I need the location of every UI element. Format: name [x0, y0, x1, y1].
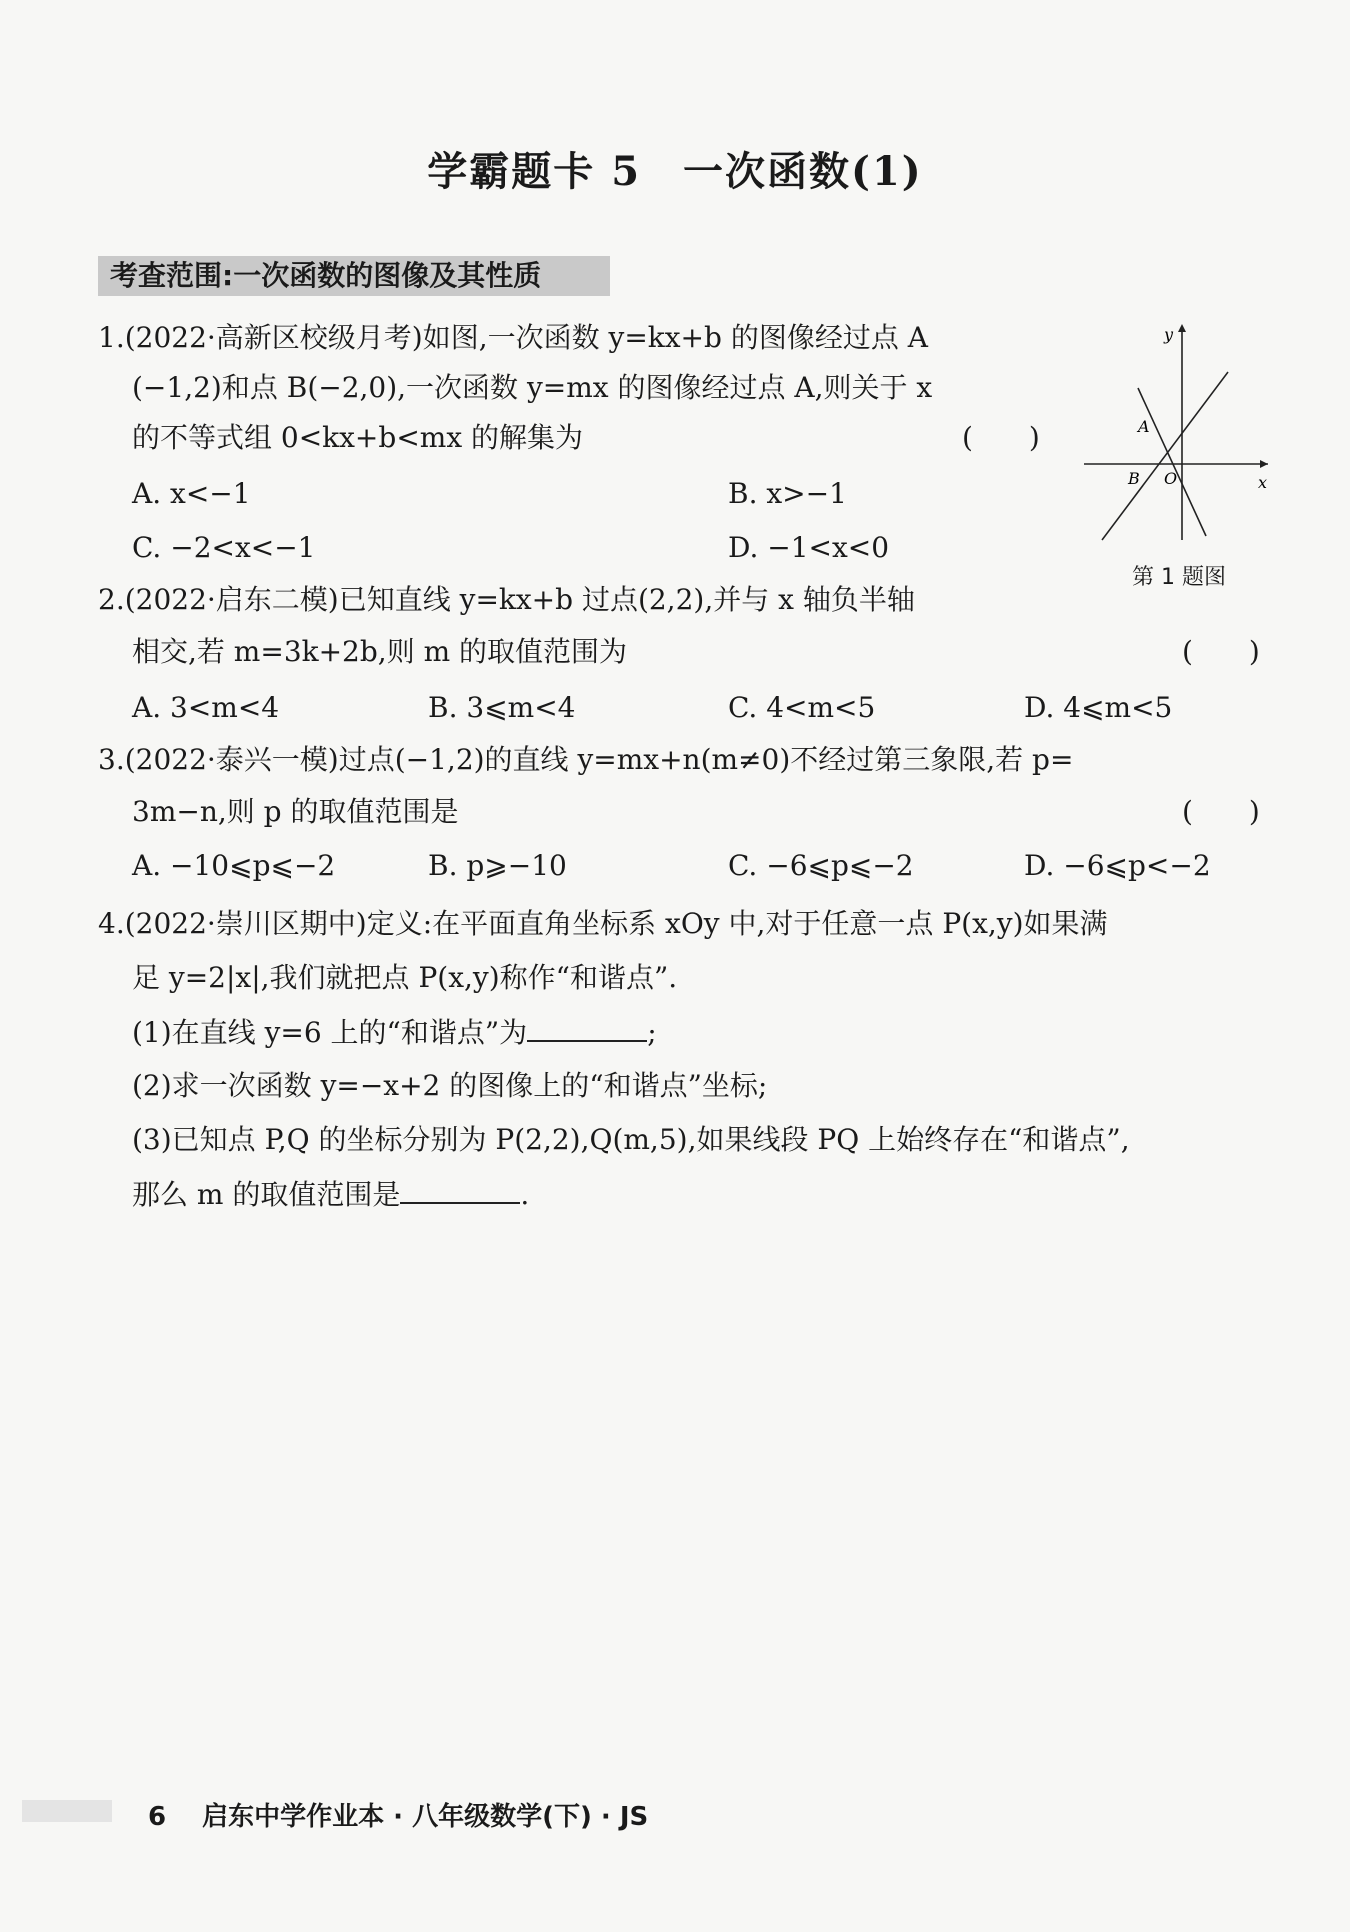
- q1-figure-caption: 第 1 题图: [1132, 565, 1226, 590]
- q1-figure: [1078, 318, 1278, 548]
- q4-line1: 4.(2022·崇川区期中)定义:在平面直角坐标系 xOy 中,对于任意一点 P(x,y)如果满: [98, 907, 1108, 940]
- q2-option-d: D. 4⩽m<5: [1024, 691, 1173, 724]
- q3-option-c: C. −6⩽p⩽−2: [728, 849, 914, 882]
- y-axis-arrow: [1178, 324, 1186, 332]
- q2-option-b: B. 3⩽m<4: [428, 691, 576, 724]
- q4-line2: 足 y=2|x|,我们就把点 P(x,y)称作“和谐点”.: [132, 961, 678, 994]
- q2-option-a: A. 3<m<4: [132, 691, 280, 724]
- q2-line2: 相交,若 m=3k+2b,则 m 的取值范围为: [132, 635, 628, 668]
- line-kx-plus-b: [1102, 372, 1228, 540]
- page-number: 6: [148, 1802, 167, 1832]
- q1-line1: 1.(2022·高新区校级月考)如图,一次函数 y=kx+b 的图像经过点 A: [98, 321, 928, 354]
- q2-answer-paren: ( ): [1182, 635, 1260, 668]
- q4-sub3-blank[interactable]: [400, 1174, 520, 1204]
- footer-decoration: [22, 1800, 112, 1822]
- q3-option-d: D. −6⩽p<−2: [1024, 849, 1211, 882]
- q3-line1: 3.(2022·泰兴一模)过点(−1,2)的直线 y=mx+n(m≠0)不经过第三象限,若 p=: [98, 743, 1074, 776]
- q1-answer-paren: ( ): [962, 421, 1040, 454]
- q4-sub2: (2)求一次函数 y=−x+2 的图像上的“和谐点”坐标;: [132, 1069, 768, 1102]
- q3-answer-paren: ( ): [1182, 795, 1260, 828]
- q1-option-c: C. −2<x<−1: [132, 531, 316, 564]
- x-axis-arrow: [1260, 460, 1268, 468]
- scope-banner: 考查范围:一次函数的图像及其性质: [98, 256, 610, 296]
- label-a: A: [1138, 417, 1150, 436]
- q4-sub3-line2: [132, 1174, 529, 1215]
- page-title: 学霸题卡 5 一次函数(1): [427, 148, 923, 195]
- footer: [148, 1796, 648, 1833]
- q1-line3: 的不等式组 0<kx+b<mx 的解集为: [132, 421, 584, 454]
- q3-line2: 3m−n,则 p 的取值范围是: [132, 795, 459, 828]
- label-o: O: [1164, 469, 1178, 488]
- book-title: 启东中学作业本 · 八年级数学(下) · JS: [202, 1802, 649, 1832]
- q4-sub3-line1: (3)已知点 P,Q 的坐标分别为 P(2,2),Q(m,5),如果线段 PQ 上始终存在“和谐点”,: [132, 1123, 1130, 1156]
- label-x: x: [1258, 473, 1268, 492]
- label-b: B: [1128, 469, 1140, 488]
- q4-sub1-blank[interactable]: [527, 1012, 647, 1042]
- q1-option-a: A. x<−1: [132, 477, 251, 510]
- q4-sub1-end: ;: [647, 1016, 657, 1049]
- q1-line2: (−1,2)和点 B(−2,0),一次函数 y=mx 的图像经过点 A,则关于 x: [132, 371, 933, 404]
- q1-option-d: D. −1<x<0: [728, 531, 890, 564]
- q4-sub3-text: 那么 m 的取值范围是: [132, 1178, 401, 1211]
- q3-option-a: A. −10⩽p⩽−2: [132, 849, 336, 882]
- q3-option-b: B. p⩾−10: [428, 849, 567, 882]
- q4-sub1: [132, 1012, 657, 1053]
- q2-option-c: C. 4<m<5: [728, 691, 876, 724]
- q1-option-b: B. x>−1: [728, 477, 847, 510]
- label-y: y: [1164, 325, 1174, 344]
- q4-sub3-end: .: [520, 1178, 530, 1211]
- q2-line1: 2.(2022·启东二模)已知直线 y=kx+b 过点(2,2),并与 x 轴负半轴: [98, 583, 915, 616]
- line-mx: [1138, 388, 1206, 536]
- q4-sub1-text: (1)在直线 y=6 上的“和谐点”为: [132, 1016, 528, 1049]
